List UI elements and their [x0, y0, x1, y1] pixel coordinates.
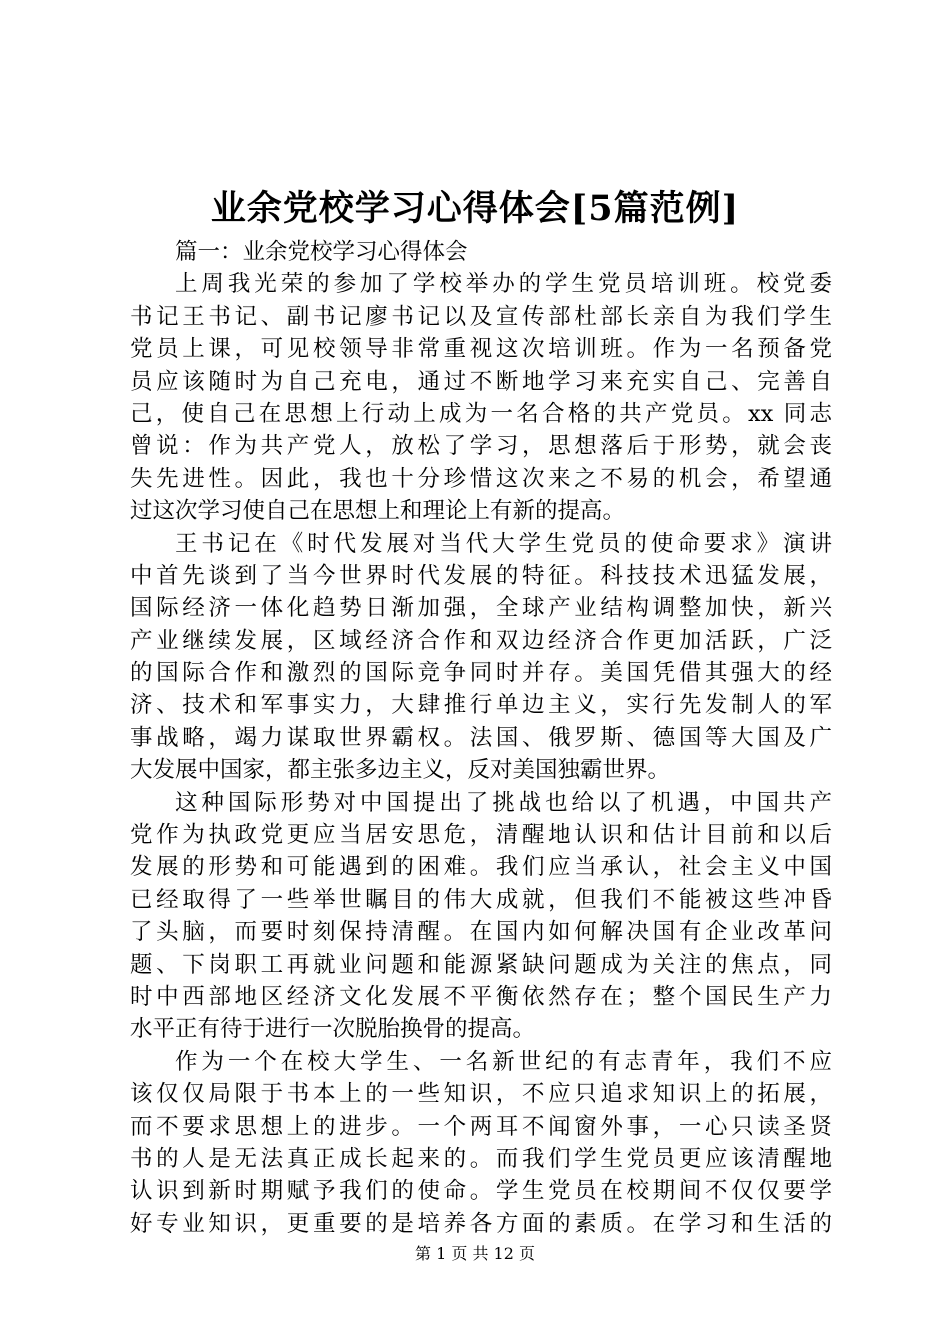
text-line: 而不要求思想上的进步。一个两耳不闻窗外事，一心只读圣贤	[130, 1113, 832, 1140]
text-line: 的国际合作和激烈的国际竞争同时并存。美国凭借其强大的经	[130, 660, 832, 687]
text-line: 济、技术和军事实力，大肆推行单边主义，实行先发制人的军	[130, 692, 832, 719]
text-line: 党作为执政党更应当居安思危，清醒地认识和估计目前和以后	[130, 822, 832, 849]
text-line: 中首先谈到了当今世界时代发展的特征。科技技术迅猛发展，	[130, 562, 832, 589]
document-title: 业余党校学习心得体会[5篇范例]	[210, 188, 740, 229]
text-line: 党员上课，可见校领导非常重视这次培训班。作为一名预备党	[130, 336, 832, 363]
document-body	[130, 236, 832, 1240]
page-footer: 第 1 页 共 12 页	[415, 1244, 535, 1263]
text-line: 产业继续发展，区域经济合作和双边经济合作更加活跃，广泛	[130, 627, 832, 654]
text-line: 失先进性。因此，我也十分珍惜这次来之不易的机会，希望通	[130, 465, 832, 492]
text-line: 王书记在《时代发展对当代大学生党员的使命要求》演讲	[175, 530, 832, 557]
text-line: 题、下岗职工再就业问题和能源紧缺问题成为关注的焦点，同	[130, 951, 832, 978]
text-line: 篇一：业余党校学习心得体会	[175, 239, 468, 265]
text-line: 员应该随时为自己充电，通过不断地学习来充实自己、完善自	[130, 368, 832, 395]
text-line: 国际经济一体化趋势日渐加强，全球产业结构调整加快，新兴	[130, 595, 832, 622]
text-line: 大发展中国家，都主张多边主义，反对美国独霸世界。	[130, 757, 671, 784]
text-line: 发展的形势和可能遇到的困难。我们应当承认，社会主义中国	[130, 854, 832, 881]
text-line: 该仅仅局限于书本上的一些知识，不应只追求知识上的拓展，	[130, 1081, 832, 1108]
text-line: 水平正有待于进行一次脱胎换骨的提高。	[130, 1016, 536, 1043]
text-line: 认识到新时期赋予我们的使命。学生党员在校期间不仅仅要学	[130, 1178, 832, 1205]
text-line: 时中西部地区经济文化发展不平衡依然存在；整个国民生产力	[130, 983, 832, 1010]
text-line: 书的人是无法真正成长起来的。而我们学生党员更应该清醒地	[130, 1145, 832, 1172]
text-line: 这种国际形势对中国提出了挑战也给以了机遇，中国共产	[175, 789, 832, 816]
text-line: 已经取得了一些举世瞩目的伟大成就，但我们不能被这些冲昏	[130, 886, 832, 913]
text-line: 作为一个在校大学生、一名新世纪的有志青年，我们不应	[175, 1048, 832, 1075]
text-line: 好专业知识，更重要的是培养各方面的素质。在学习和生活的	[130, 1210, 832, 1237]
text-line: 书记王书记、副书记廖书记以及宣传部杜部长亲自为我们学生	[130, 303, 832, 330]
text-line: 曾说：作为共产党人，放松了学习，思想落后于形势，就会丧	[130, 433, 832, 460]
text-line: 己，使自己在思想上行动上成为一名合格的共产党员。xx 同志	[130, 400, 832, 427]
text-line: 上周我光荣的参加了学校举办的学生党员培训班。校党委	[175, 271, 832, 298]
text-line: 过这次学习使自己在思想上和理论上有新的提高。	[130, 498, 626, 525]
text-line: 了头脑，而要时刻保持清醒。在国内如何解决国有企业改革问	[130, 919, 832, 946]
text-line: 事战略，竭力谋取世界霸权。法国、俄罗斯、德国等大国及广	[130, 724, 832, 751]
